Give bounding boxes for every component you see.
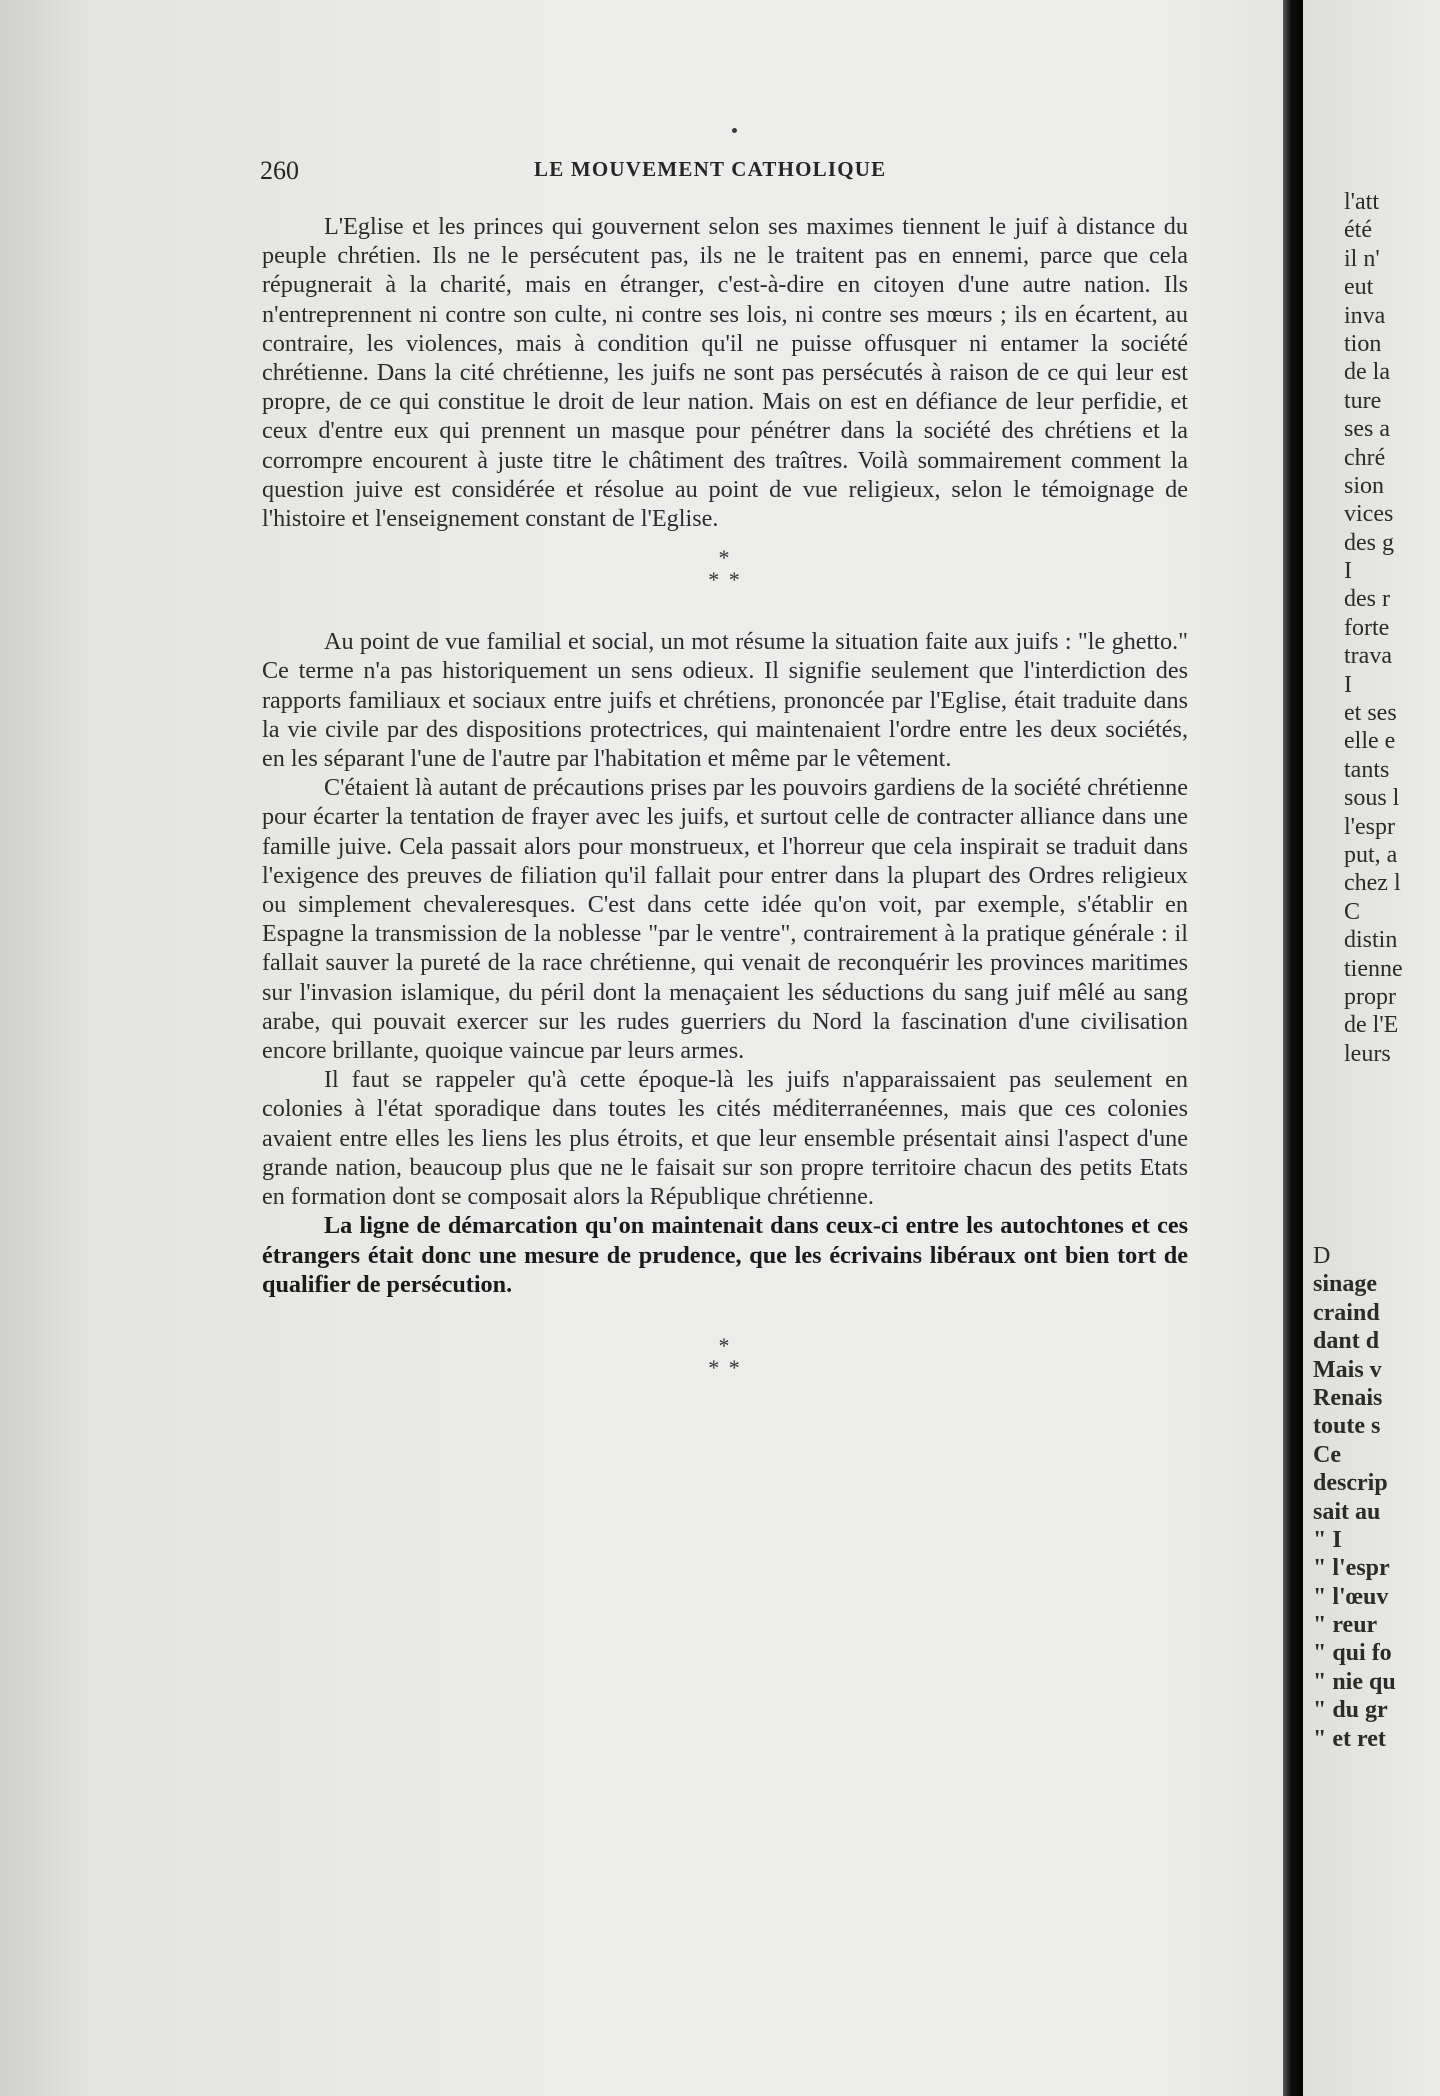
facing-page-top-line: vices (1344, 501, 1394, 528)
asterism-separator-2 (262, 1332, 1188, 1380)
facing-page-bottom-line: D (1313, 1243, 1331, 1269)
paragraph-5: La ligne de démarcation qu'on maintenait dans ceux-ci entre les autochtones et ces étrangers était donc une mesure de prudence, que les écrivains libéraux ont bien tort de qualifier de persécution. (262, 1212, 1188, 1298)
facing-page-bottom-line: Renais (1313, 1384, 1383, 1411)
facing-page-top-line: elle e (1344, 728, 1396, 755)
facing-page-top-line: des g (1344, 529, 1394, 556)
facing-page-top-line: C (1344, 898, 1361, 925)
facing-page-text-top (1344, 188, 1403, 1068)
facing-page-top-line: l'espr (1344, 813, 1395, 840)
facing-page-top-line: chré (1344, 444, 1386, 471)
facing-page-top-line: eut (1344, 274, 1374, 301)
page-header (260, 156, 1190, 186)
facing-page-top-line: tants (1344, 756, 1390, 783)
facing-page-bottom-line: " et ret (1313, 1725, 1386, 1752)
asterism-bottom-stars: * * (708, 1354, 742, 1380)
facing-page-top-line: tienne (1344, 955, 1403, 982)
facing-page-top-line: il n' (1344, 245, 1380, 272)
paragraph-1: L'Eglise et les princes qui gouvernent selon ses maximes tiennent le juif à distance du peuple chrétien. Ils ne le persécutent pas, ils ne le traitent pas en ennemi, parce que cela répugnerait à la charité, mais en étranger, c'est-à-dire en citoyen d'une autre nation. Ils n'entreprennent ni contre son culte, ni contre ses lois, ni contre ses mœurs ; ils en écartent, au contraire, les violences, mais à condition qu'il ne puisse offusquer ni entamer la société chrétienne. Dans la cité chrétienne, les juifs ne sont pas persécutés à raison de ce qui leur est propre, de ce qui constitue le droit de leur nation. Mais on est en défiance de leur perfidie, et ceux d'entre eux qui prennent un masque pour pénétrer dans la société des chrétiens et la corrompre encourent à juste titre le châtiment des traîtres. Voilà sommairement comment la question juive est considérée et résolue au point de vue religieux, selon le témoignage de l'histoire et l'enseignement constant de l'Eglise. (262, 213, 1188, 533)
facing-page-top-line: forte (1344, 614, 1390, 641)
asterism-top-star: * (718, 545, 732, 571)
facing-page-edge (1303, 0, 1440, 2096)
facing-page-bottom-line: " l'espr (1313, 1555, 1390, 1582)
facing-page-bottom-line: toute s (1313, 1413, 1381, 1440)
facing-page-bottom-line: craind (1313, 1299, 1380, 1326)
facing-page-bottom-line: " nie qu (1313, 1668, 1396, 1695)
book-gutter (1283, 0, 1303, 2096)
facing-page-bottom-line: sinage (1313, 1271, 1378, 1298)
facing-page-top-line: de la (1344, 359, 1390, 386)
facing-page-bottom-line: " qui fo (1313, 1640, 1392, 1667)
facing-page-bottom-line: " I (1313, 1526, 1342, 1553)
paragraph-4: Il faut se rappeler qu'à cette époque-là les juifs n'apparaissaient pas seulement en colonies à l'état sporadique dans toutes les cités méditerranéennes, mais que ces colonies avaient entre elles les liens les plus étroits, et que leur ensemble présentait ainsi l'aspect d'une grande nation, beaucoup plus que ne le faisait sur son propre territoire chacun des petits Etats en formation dont se composait alors la République chrétienne. (262, 1066, 1188, 1211)
facing-page-top-line: sous l (1344, 785, 1400, 812)
ink-speck (732, 128, 737, 133)
facing-page-top-line: ture (1344, 387, 1382, 414)
facing-page-top-line: I (1344, 558, 1352, 585)
facing-page-bottom-line: Ce (1313, 1441, 1341, 1468)
facing-page-bottom-line: " du gr (1313, 1697, 1388, 1724)
facing-page-top-line: leurs (1344, 1040, 1391, 1067)
facing-page-top-line: ses a (1344, 416, 1390, 443)
paragraph-3: C'étaient là autant de précautions prises par les pouvoirs gardiens de la société chrétienne pour écarter la tentation de frayer avec les juifs, et surtout celle de contracter alliance dans une famille juive. Cela passait alors pour monstrueux, et l'horreur que cela inspirait se traduit dans l'exigence des preuves de filiation qu'il fallait pour entrer dans la plupart des Ordres religieux ou simplement chevaleresques. C'est dans cette idée qu'on voit, par exemple, s'établir en Espagne la transmission de la noblesse "par le ventre", contrairement à la pratique générale : il fallait sauver la pureté de la race chrétienne, qui venait de reconquérir les provinces maritimes sur l'invasion islamique, du péril dont la menaçaient les séductions du sang juif mêlé au sang arabe, qui pouvait exercer sur les rudes guerriers du Nord la fascination d'une civilisation encore brillante, quoique vaincue par leurs armes. (262, 774, 1188, 1065)
facing-page-top-line: distin (1344, 927, 1398, 954)
facing-page-top-line: trava (1344, 643, 1392, 670)
facing-page-top-line: propr (1344, 983, 1396, 1010)
facing-page-bottom-line: Mais v (1313, 1356, 1382, 1383)
facing-page-top-line: sion (1344, 472, 1385, 499)
facing-page-bottom-line: " l'œuv (1313, 1583, 1389, 1610)
facing-page-top-line: de l'E (1344, 1012, 1399, 1039)
facing-page-bottom-line: " reur (1313, 1612, 1378, 1639)
facing-page-top-line: put, a (1344, 841, 1398, 868)
facing-page-top-line: I (1344, 671, 1352, 698)
facing-page-top-line: et ses (1344, 700, 1397, 727)
asterism-separator-1 (262, 547, 1188, 591)
facing-page-top-line: été (1344, 217, 1372, 244)
facing-page-bottom-line: descrip (1313, 1470, 1388, 1497)
running-title: LE MOUVEMENT CATHOLIQUE (534, 157, 887, 181)
facing-page-bottom-line: dant d (1313, 1328, 1380, 1355)
asterism-top-star: * (718, 1332, 732, 1358)
paragraph-2: Au point de vue familial et social, un mot résume la situation faite aux juifs : "le ghetto." Ce terme n'a pas historiquement un sens odieux. Il signifie seulement que l'interdiction des rapports familiaux et sociaux entre juifs et chrétiens, prononcée par l'Eglise, était traduite dans la vie civile par des dispositions protectrices, qui maintenaient l'ordre entre les deux sociétés, en les séparant l'une de l'autre par l'habitation et même par le vêtement. (262, 628, 1188, 773)
facing-page-bottom-line: sait au (1313, 1498, 1381, 1525)
asterism-bottom-stars: * * (708, 567, 742, 593)
facing-page-top-line: des r (1344, 586, 1390, 613)
facing-page-top-line: chez l (1344, 870, 1401, 897)
page-number: 260 (260, 156, 299, 185)
facing-page-top-line: tion (1344, 330, 1382, 357)
facing-page-top-line: l'att (1344, 189, 1379, 215)
facing-page-text-bottom (1313, 1242, 1396, 1753)
body-text (262, 212, 1188, 1415)
facing-page-top-line: inva (1344, 302, 1386, 329)
